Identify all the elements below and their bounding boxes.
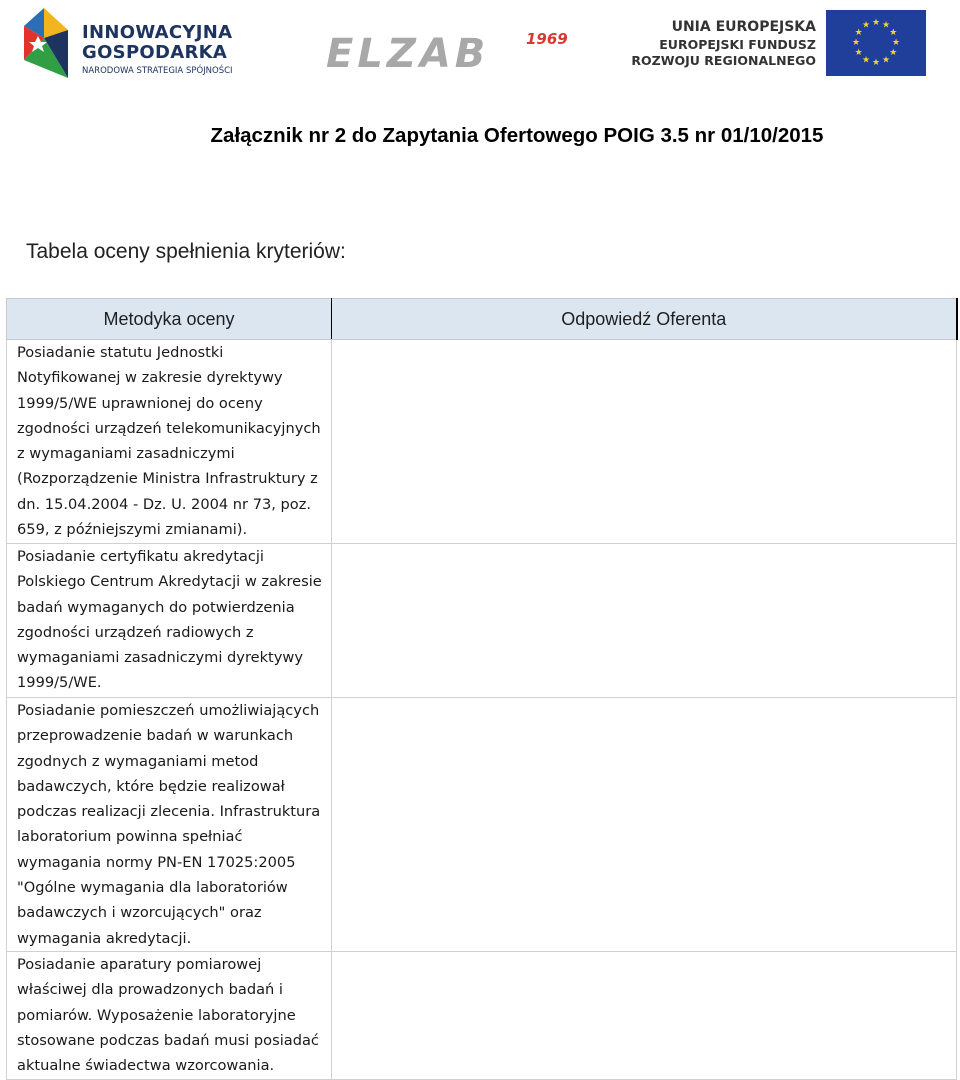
table-header-row: [7, 299, 957, 340]
svg-text:★: ★: [881, 55, 891, 66]
svg-text:★: ★: [891, 38, 901, 48]
innowacyjna-gospodarka-logo: [24, 8, 244, 80]
elzab-logo: [326, 28, 582, 82]
answer-cell[interactable]: [332, 340, 957, 544]
svg-text:★: ★: [861, 20, 871, 31]
table-row: [7, 544, 957, 698]
eu-logo-line2: EUROPEJSKI FUNDUSZ: [659, 37, 816, 52]
svg-text:★: ★: [854, 28, 863, 38]
logo-ig-line3: NARODOWA STRATEGIA SPÓJNOŚCI: [82, 66, 233, 76]
criteria-table: [6, 298, 958, 1080]
ig-star-mark-icon: [24, 8, 68, 78]
elzab-wordmark: ELZAB: [326, 31, 490, 77]
svg-text:★: ★: [871, 18, 881, 28]
table-row: [7, 340, 957, 544]
criterion-cell: Posiadanie aparatury pomiarowej właściwej dla prowadzonych badań i pomiarów. Wyposażenie laboratoryjne stosowane podczas badań musi posiadać aktualne świadectwa wzorcowania.: [7, 952, 332, 1080]
criterion-cell: Posiadanie certyfikatu akredytacji Polskiego Centrum Akredytacji w zakresie badań wymaganych do potwierdzenia zgodności urządzeń radiowych z wymaganiami zasadniczymi dyrektywy 1999/5/WE.: [7, 544, 332, 698]
eu-flag-icon: [826, 10, 926, 76]
svg-text:★: ★: [889, 48, 898, 58]
table-row: [7, 698, 957, 952]
answer-cell[interactable]: [332, 698, 957, 952]
eu-fund-logo: [631, 10, 938, 80]
answer-cell[interactable]: [332, 952, 957, 1080]
header-offeror-answer: Odpowiedź Oferenta: [332, 299, 957, 340]
header-methodology: Metodyka oceny: [7, 299, 332, 340]
criterion-cell: Posiadanie statutu Jednostki Notyfikowanej w zakresie dyrektywy 1999/5/WE uprawnionej do oceny zgodności urządzeń telekomunikacyjnych z wymaganiami zasadniczymi (Rozporządzenie Ministra Infrastruktury z dn. 15.04.2004 - Dz. U. 2004 nr 73, poz. 659, z późniejszymi zmianami).: [7, 340, 332, 544]
document-title: Załącznik nr 2 do Zapytania Ofertowego POIG 3.5 nr 01/10/2015: [210, 124, 824, 147]
section-title: Tabela oceny spełnienia kryteriów:: [26, 240, 346, 263]
svg-text:★: ★: [881, 20, 891, 31]
svg-text:★: ★: [851, 38, 861, 48]
criterion-cell: Posiadanie pomieszczeń umożliwiających przeprowadzenie badań w warunkach zgodnych z wymaganiami metod badawczych, które będzie realizował podczas realizacji zlecenia. Infrastruktura laboratorium powinna spełniać wymagania normy PN-EN 17025:2005 "Ogólne wymagania dla laboratoriów badawczych i wzorcujących" oraz wymagania akredytacji.: [7, 698, 332, 952]
svg-text:★: ★: [854, 48, 863, 58]
eu-logo-line3: ROZWOJU REGIONALNEGO: [631, 53, 816, 68]
answer-cell[interactable]: [332, 544, 957, 698]
svg-text:★: ★: [889, 28, 898, 38]
table-row: [7, 952, 957, 1080]
logo-ig-line2: GOSPODARKA: [82, 42, 228, 63]
elzab-year: 1969: [526, 30, 568, 48]
svg-text:★: ★: [871, 58, 881, 68]
svg-text:★: ★: [861, 55, 871, 66]
logo-ig-line1: INNOWACYJNA: [82, 22, 233, 43]
eu-logo-line1: UNIA EUROPEJSKA: [671, 19, 816, 35]
